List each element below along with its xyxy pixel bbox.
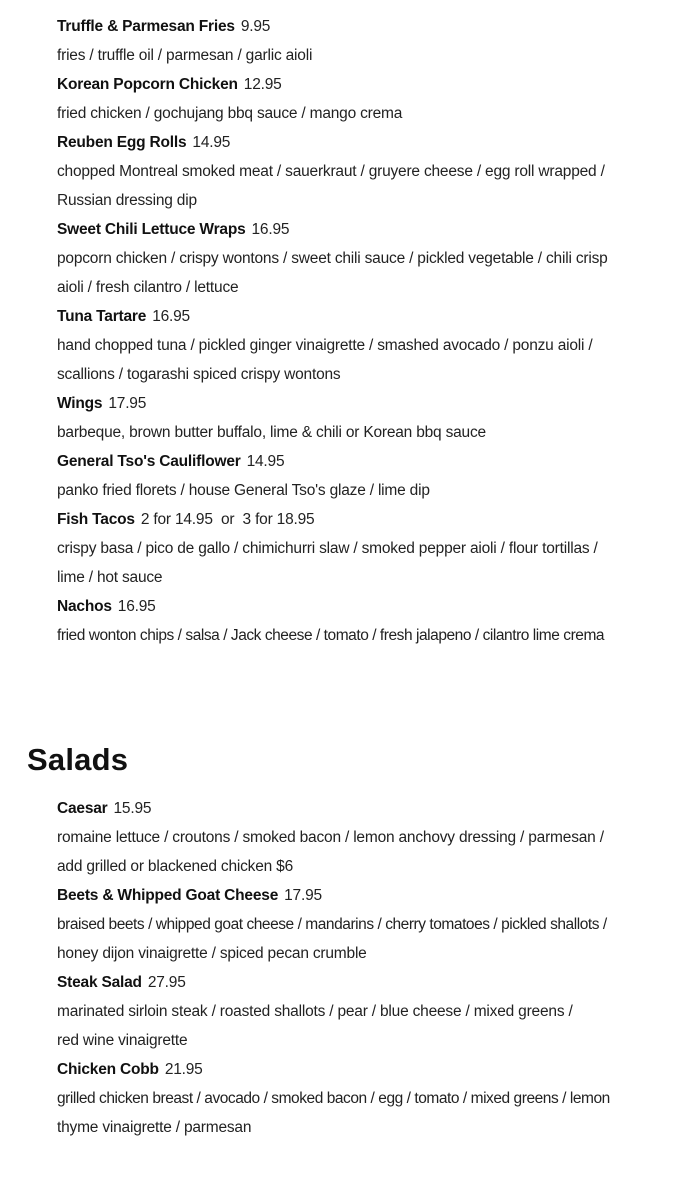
item-price: 9.95	[240, 18, 271, 35]
item-price: 17.95	[108, 395, 147, 412]
item-description: marinated sirloin steak / roasted shallots / pear / blue cheese / mixed greens /	[57, 1003, 573, 1020]
item-description: braised beets / whipped goat cheese / mandarins / cherry tomatoes / pickled shallots /	[57, 916, 607, 933]
item-title-line	[57, 128, 667, 157]
item-description: fries / truffle oil / parmesan / garlic aioli	[57, 47, 313, 64]
menu-item	[57, 12, 667, 70]
item-title-line	[57, 447, 667, 476]
item-name: Chicken Cobb	[57, 1061, 159, 1078]
item-description: hand chopped tuna / pickled ginger vinaigrette / smashed avocado / ponzu aioli /	[57, 337, 593, 354]
menu-item	[57, 968, 667, 1055]
item-price: 15.95	[113, 800, 152, 817]
item-price: 16.95	[251, 221, 290, 238]
item-title-line	[57, 881, 667, 910]
item-description: fried chicken / gochujang bbq sauce / mango crema	[57, 105, 403, 122]
menu-item	[57, 505, 667, 592]
item-price: 2 for 14.95 or 3 for 18.95	[140, 511, 315, 528]
menu-item	[57, 592, 667, 650]
item-title-line	[57, 794, 667, 823]
item-description-continued: scallions / togarashi spiced crispy wontons	[57, 366, 341, 383]
item-price: 14.95	[246, 453, 285, 470]
item-name: Steak Salad	[57, 974, 142, 991]
item-name: Wings	[57, 395, 103, 412]
item-title-line	[57, 12, 667, 41]
menu-item	[57, 302, 667, 389]
item-description: popcorn chicken / crispy wontons / sweet chili sauce / pickled vegetable / chili crisp	[57, 250, 608, 267]
item-name: Korean Popcorn Chicken	[57, 76, 238, 93]
item-name: Sweet Chili Lettuce Wraps	[57, 221, 246, 238]
item-title-line	[57, 215, 667, 244]
item-description-continued: red wine vinaigrette	[57, 1032, 188, 1049]
menu-item	[57, 70, 667, 128]
salads-list	[57, 794, 667, 1142]
item-name: Beets & Whipped Goat Cheese	[57, 887, 279, 904]
item-price: 17.95	[284, 887, 322, 904]
item-name: Fish Tacos	[57, 511, 135, 528]
item-description-continued: add grilled or blackened chicken $6	[57, 858, 293, 875]
item-name: Nachos	[57, 598, 112, 615]
item-description: grilled chicken breast / avocado / smoked bacon / egg / tomato / mixed greens / lemon	[57, 1090, 610, 1107]
item-description-continued: honey dijon vinaigrette / spiced pecan crumble	[57, 945, 367, 962]
item-description-continued: Russian dressing dip	[57, 192, 197, 209]
item-description: fried wonton chips / salsa / Jack cheese / tomato / fresh jalapeno / cilantro lime crema	[57, 627, 605, 644]
salads-heading: Salads	[27, 742, 129, 777]
item-name: Caesar	[57, 800, 108, 817]
item-title-line	[57, 968, 667, 997]
item-description: panko fried florets / house General Tso's glaze / lime dip	[57, 482, 430, 499]
appetizers-list	[57, 12, 667, 650]
item-description: crispy basa / pico de gallo / chimichurri slaw / smoked pepper aioli / flour tortillas /	[57, 540, 598, 557]
item-title-line	[57, 592, 667, 621]
item-description: chopped Montreal smoked meat / sauerkraut / gruyere cheese / egg roll wrapped /	[57, 163, 605, 180]
item-price: 21.95	[164, 1061, 203, 1078]
item-description-continued: lime / hot sauce	[57, 569, 163, 586]
menu-item	[57, 881, 667, 968]
item-name: Truffle & Parmesan Fries	[57, 18, 235, 35]
item-description-continued: thyme vinaigrette / parmesan	[57, 1119, 252, 1136]
menu-item	[57, 215, 667, 302]
item-title-line	[57, 389, 667, 418]
item-name: General Tso's Cauliflower	[57, 453, 241, 470]
item-description-continued: aioli / fresh cilantro / lettuce	[57, 279, 239, 296]
item-title-line	[57, 302, 667, 331]
item-price: 16.95	[117, 598, 156, 615]
item-name: Reuben Egg Rolls	[57, 134, 187, 151]
menu-item	[57, 389, 667, 447]
item-name: Tuna Tartare	[57, 308, 147, 325]
item-price: 16.95	[152, 308, 190, 325]
item-title-line	[57, 1055, 667, 1084]
item-price: 14.95	[192, 134, 231, 151]
item-title-line	[57, 70, 667, 99]
menu-item	[57, 794, 667, 881]
menu-item	[57, 447, 667, 505]
item-description: romaine lettuce / croutons / smoked bacon / lemon anchovy dressing / parmesan /	[57, 829, 604, 846]
item-description: barbeque, brown butter buffalo, lime & chili or Korean bbq sauce	[57, 424, 486, 441]
menu-item	[57, 128, 667, 215]
menu-item	[57, 1055, 667, 1142]
item-title-line	[57, 505, 667, 534]
item-price: 12.95	[243, 76, 282, 93]
item-price: 27.95	[147, 974, 186, 991]
